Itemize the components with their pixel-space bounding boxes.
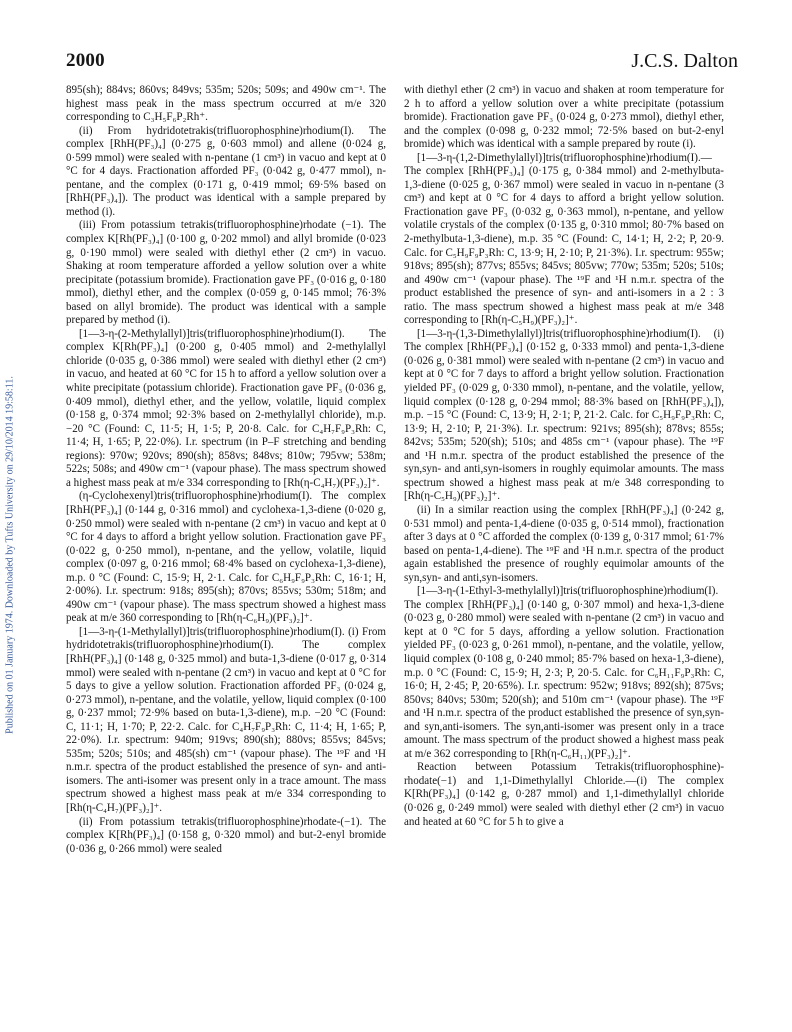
left-column [66, 84, 386, 856]
paragraph: (ii) In a similar reaction using the complex [RhH(PF₃)₄] (0·242 g, 0·531 mmol) and penta-1,4-diene (0·035 g, 0·514 mmol), fractionation after 3 days at 0 °C afforded the complex (0·139 g, 0·317 mmol; 61·7% based on penta-1,4-diene). The ¹⁹F and ¹H n.m.r. spectra of the product again established the presence of roughly equimolar amounts of the syn,syn- and anti,syn-isomers. [404, 503, 724, 584]
paragraph: 895(sh); 884vs; 860vs; 849vs; 535m; 520s; 509s; and 490w cm⁻¹. The highest mass peak in the mass spectrum occurred at m/e 320 corresponding to C₃H₅F₆P₂Rh⁺. [66, 84, 386, 124]
paragraph: [1—3-η-(1,3-Dimethylallyl)]tris(trifluorophosphine)rhodium(I). (i) The complex [RhH(PF₃)₄] (0·152 g, 0·333 mmol) and penta-1,3-diene (0·026 g, 0·381 mmol) were sealed with n-pentane (2 cm³) in vacuo and kept at 0 °C for 7 days to afford a bright yellow solution. Fractionation yielded PF₃ (0·029 g, 0·330 mmol), n-pentane, and the volatile, yellow, liquid complex (0·128 g, 0·294 mmol; 88·3% based on [RhH(PF₃)₄]), m.p. −15 °C (Found: C, 13·9; H, 2·1; P, 21·2. Calc. for C₅H₉F₉P₃Rh: C, 13·9; H, 2·10; P, 21·3%). I.r. spectrum: 921vs; 895(sh); 878vs; 855s; 842vs; 535m; 520(sh); 510s; and 485s cm⁻¹ (vapour phase). The ¹⁹F and ¹H n.m.r. spectra of the product established the presence of the syn,syn- and anti,syn-isomers in roughly equimolar amounts. The mass spectrum showed a highest mass peak at m/e 348 corresponding to [Rh(η-C₅H₉)(PF₃)₂]⁺. [404, 327, 724, 503]
paragraph: [1—3-η-(1-Ethyl-3-methylallyl)]tris(trifluorophosphine)rhodium(I). The complex [RhH(PF₃)₄] (0·140 g, 0·307 mmol) and hexa-1,3-diene (0·023 g, 0·280 mmol) were sealed with n-pentane (2 cm³) in vacuo and kept at 0 °C for 5 days, affording a yellow solution. Fractionation yielded PF₃ (0·023 g, 0·261 mmol), n-pentane, and the volatile, yellow, liquid complex (0·108 g, 0·240 mmol; 85·7% based on hexa-1,3-diene), m.p. 0 °C (Found: C, 15·9; H, 2·3; P, 20·5. Calc. for C₆H₁₁F₉P₃Rh: C, 16·0; H, 2·45; P, 20·65%). I.r. spectrum: 952w; 918vs; 892(sh); 875vs; 850vs; 840vs; 530m; 520(sh); and 510m cm⁻¹ (vapour phase). The ¹⁹F and ¹H n.m.r. spectra of the product established the presence of syn,syn- and syn,anti-isomers. The syn,anti-isomer was present only in a trace amount. The mass spectrum of the product showed a highest mass peak at m/e 362 corresponding to [Rh(η-C₆H₁₁)(PF₃)₂]⁺. [404, 585, 724, 760]
page-number: 2000 [66, 50, 105, 71]
paragraph: (ii) From hydridotetrakis(trifluorophosphine)rhodium(I). The complex [RhH(PF₃)₄] (0·275 g, 0·603 mmol) and allene (0·024 g, 0·599 mmol) were sealed with n-pentane (1 cm³) in vacuo and kept at 0 °C for 4 days. Fractionation afforded PF₃ (0·042 g, 0·477 mmol), n-pentane, and the complex (0·171 g, 0·419 mmol; 69·5% based on [RhH(PF₃)₄]). The product was identical with a sample prepared by method (i). [66, 124, 386, 218]
paragraph: (iii) From potassium tetrakis(trifluorophosphine)rhodate (−1). The complex K[Rh(PF₃)₄] (0·100 g, 0·202 mmol) and allyl bromide (0·023 g, 0·190 mmol) were sealed with diethyl ether (2 cm³) in vacuo. Shaking at room temperature afforded a yellow solution over a white precipitate (potassium bromide). Fractionation gave PF₃ (0·016 g, 0·180 mmol), diethyl ether, and the complex (0·059 g, 0·145 mmol; 76·3% based on allyl bromide). The product was identical with a sample prepared by method (i). [66, 219, 386, 327]
paragraph: (η-Cyclohexenyl)tris(trifluorophosphine)rhodium(I). The complex [RhH(PF₃)₄] (0·144 g, 0·316 mmol) and cyclohexa-1,3-diene (0·020 g, 0·250 mmol) were sealed with n-pentane (2 cm³) in vacuo and kept at 0 °C for 4 days to afford a bright yellow solution. Fractionation gave PF₃ (0·022 g, 0·250 mmol), n-pentane, and the yellow, volatile, liquid complex (0·097 g, 0·216 mmol; 68·4% based on cyclohexa-1,3-diene), m.p. 0 °C (Found: C, 15·9; H, 2·1. Calc. for C₆H₉F₉P₃Rh: C, 16·1; H, 2·00%). I.r. spectrum: 918s; 895(sh); 870vs; 855vs; 530m; 518m; and 490w cm⁻¹ (vapour phase). The mass spectrum showed a highest mass peak at m/e 360 corresponding to [Rh(η-C₆H₉)(PF₃)₂]⁺. [66, 490, 386, 625]
paragraph: Reaction between Potassium Tetrakis(trifluorophosphine)-rhodate(−1) and 1,1-Dimethylallyl Chloride.—(i) The complex K[Rh(PF₃)₄] (0·142 g, 0·287 mmol) and 1,1-dimethylallyl chloride (0·026 g, 0·249 mmol) were sealed with diethyl ether (2 cm³) in vacuo and heated at 60 °C for 5 h to give a [404, 761, 724, 828]
download-watermark [3, 230, 17, 880]
paragraph: [1—3-η-(2-Methylallyl)]tris(trifluorophosphine)rhodium(I). The complex K[Rh(PF₃)₄] (0·200 g, 0·405 mmol) and 2-methylallyl chloride (0·035 g, 0·386 mmol) were sealed with diethyl ether (2 cm³) in vacuo, and heated at 60 °C for 15 h to afford a yellow solution over a white precipitate (potassium chloride). Fractionation gave PF₃ (0·036 g, 0·409 mmol), diethyl ether, and the yellow, volatile, liquid complex (0·158 g, 0·374 mmol; 92·3% based on 2-methylallyl chloride), m.p. −20 °C (Found: C, 11·5; H, 1·5; P, 20·8. Calc. for C₄H₇F₉P₃Rh: C, 11·4; H, 1·65; P, 22·0%). I.r. spectrum (in P–F stretching and bending regions): 970w; 920vs; 890(sh); 858vs; 848vs; 810w; 795vw; 538m; 522s; 508s; and 490w cm⁻¹ (vapour phase). The mass spectrum showed a highest mass peak at m/e 334 corresponding to [Rh(η-C₄H₇)(PF₃)₂]⁺. [66, 327, 386, 489]
download-watermark-text: Published on 01 January 1974. Downloaded by Tufts University on 29/10/2014 19:58:11. [4, 376, 16, 734]
paragraph: [1—3-η-(1-Methylallyl)]tris(trifluorophosphine)rhodium(I). (i) From hydridotetrakis(trifluorophosphine)rhodium(I). The complex [RhH(PF₃)₄] (0·148 g, 0·325 mmol) and buta-1,3-diene (0·017 g, 0·314 mmol) were sealed with n-pentane (2 cm³) in vacuo and kept at 0 °C for 5 days to give a yellow solution. Fractionation afforded PF₃ (0·024 g, 0·273 mmol), n-pentane, and the volatile, yellow, liquid complex (0·100 g, 0·237 mmol; 72·9% based on buta-1,3-diene), m.p. −20 °C (Found: C, 11·1; H, 1·70; P, 22·2. Calc. for C₄H₇F₉P₃Rh: C, 11·4; H, 1·65; P, 22·0%). I.r. spectrum: 940m; 919vs; 890(sh); 880vs; 855vs; 845vs; 535m; 520s; 510s; and 485(sh) cm⁻¹ (vapour phase). The ¹⁹F and ¹H n.m.r. spectra of the product established the presence of syn- and anti-isomers. The anti-isomer was present only in a trace amount. The mass spectrum showed a highest mass peak at m/e 334 corresponding to [Rh(η-C₄H₇)(PF₃)₂]⁺. [66, 625, 386, 814]
paragraph: with diethyl ether (2 cm³) in vacuo and shaken at room temperature for 2 h to afford a yellow solution over a white precipitate (potassium bromide). Fractionation gave PF₃ (0·024 g, 0·273 mmol), diethyl ether, and the complex (0·098 g, 0·232 mmol; 72·5% based on but-2-enyl bromide) which was identical with a sample prepared by route (i). [404, 84, 724, 151]
right-column [404, 84, 724, 829]
paragraph: (ii) From potassium tetrakis(trifluorophosphine)rhodate-(−1). The complex K[Rh(PF₃)₄] (0·158 g, 0·320 mmol) and but-2-enyl bromide (0·036 g, 0·266 mmol) were sealed [66, 815, 386, 855]
paragraph: [1—3-η-(1,2-Dimethylallyl)]tris(trifluorophosphine)rhodium(I).—The complex [RhH(PF₃)₄] (0·175 g, 0·384 mmol) and 2-methylbuta-1,3-diene (0·025 g, 0·367 mmol) were sealed in vacuo in n-pentane (3 cm³) and kept at 0 °C for 4 days to afford a bright yellow solution. Fractionation gave PF₃ (0·032 g, 0·363 mmol), n-pentane, and yellow volatile crystals of the complex (0·135 g, 0·310 mmol; 80·7% based on 2-methylbuta-1,3-diene), m.p. 35 °C (Found: C, 14·1; H, 2·2; P, 20·9. Calc. for C₅H₉F₉P₃Rh: C, 13·9; H, 2·10; P, 21·3%). I.r. spectrum: 955w; 918vs; 895(sh); 877vs; 855vs; 845vs; 805vw; 770w; 535m; 520s; 510s; and 490w cm⁻¹ (vapour phase). The ¹⁹F and ¹H n.m.r. spectra of the product established the presence of syn- and anti-isomers in a 2 : 3 ratio. The mass spectrum showed a highest mass peak at m/e 348 corresponding to [Rh(η-C₅H₉)(PF₃)₂]⁺. [404, 151, 724, 327]
running-head-author: J.C.S. Dalton [631, 50, 738, 72]
